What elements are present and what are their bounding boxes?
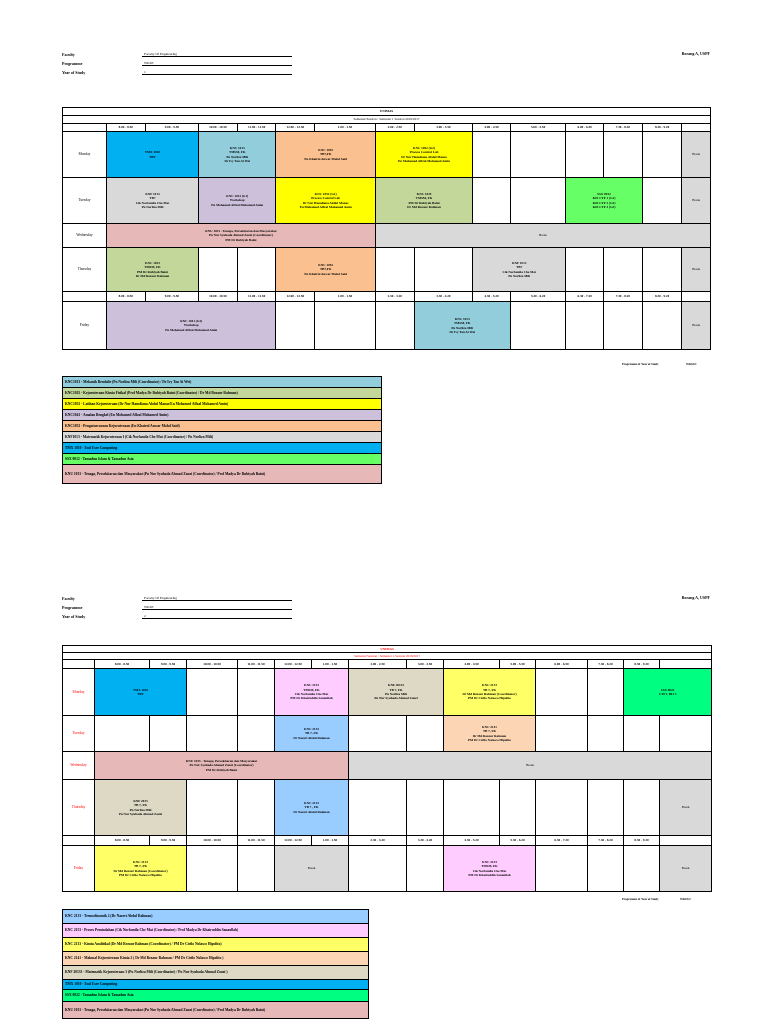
legend-row	[63, 432, 382, 443]
time-slot: 8.30 - 9.20	[642, 124, 682, 132]
class-cell[interactable]: KNU 1033 - Tenaga, Persekitaran dan Masyarakat Pn Nur Syuhada Ahmad Zauzi (Coordinator) PM Dr Rubiyah Baini	[106, 224, 375, 248]
time-slot: 10.00 - 10.50	[187, 660, 238, 669]
time-slot: 12.00 - 12.50	[276, 292, 315, 302]
time-slot: 2.00 - 2.50	[349, 660, 407, 669]
day-label: Friday	[63, 846, 95, 892]
table-subtitle: Semester/Session : Semester 1 Session 2016/2017	[63, 116, 711, 124]
legend-item: KNC 2133 - Kimia Analitikal (Dr Md Rezaur Rahman (Coordinator) / PM Dr Cirilo Nolasco Hipolito)	[63, 938, 369, 952]
form-code: Borang A, USPF	[681, 51, 710, 56]
legend-row	[63, 421, 382, 432]
row-thursday	[63, 248, 711, 292]
legend-item: KNC 2133 - Termodinamik 2 (Dr Nazeri Abdul Rahman)	[63, 910, 369, 924]
legend-item: KNC1052 - Latihan Kejuruteraan (Dr Nur Hamdiana Abdul Manas/En Mohamed Affzal Mohamed Amin)	[63, 399, 382, 410]
class-cell[interactable]: KNF 20133 TB 7, FK Pn Norliza Mili Pn Nur Syuhada Ahmad Zauzi	[349, 669, 444, 716]
legend-item: KNC1052 - Pengaturcaraan Kejuruteraan (En Khairul Anwar Mohd Said)	[63, 421, 382, 432]
time-slot: 11.00 - 11.50	[237, 124, 276, 132]
legend-item: KNU 1033 - Tenaga, Persekitaran dan Masyarakat (Pn Nur Syuhada Ahmad Zauzi (Coordinator) / Prof Madya Dr Rubiyah Baini)	[63, 1002, 369, 1019]
row-monday	[63, 132, 711, 178]
row-friday	[63, 846, 712, 892]
class-cell[interactable]: KNF 1013 TB7 Cik Norfamila Che Mat Pn Norliza Mili	[106, 178, 198, 224]
legend-item: KNC 2141 - Makmal Kejuruteraan Kimia 2 ( Dr Md Rezaur Rahman / PM Dr Cirilo Nolasco Hipolito )	[63, 952, 369, 966]
row-tuesday	[63, 178, 711, 224]
table-subtitle: Semester/Session : Semester 1 Session 2016/2017	[63, 653, 712, 660]
class-cell[interactable]: KNC 2133 TB 7, FK Dr Md Rezaur Rahman (Coordinator) PM Dr Cirilo Nolasco Hipolito	[444, 669, 536, 716]
class-cell[interactable]: KNC 1052 TB7,FK En Khairul Anwar Mohd Said	[276, 248, 375, 292]
class-cell[interactable]: TMX 1010 TBT	[106, 132, 198, 178]
time-slot: 10.00 - 10.50	[199, 124, 238, 132]
time-slot: 4.00 - 4.50	[444, 660, 500, 669]
class-cell[interactable]: KNC 1052 (G2) Process Control Lab Dr Nur Hamdiana Abdul Manas En Mohamed Affzal Mohamed Amin	[375, 132, 472, 178]
footer-programme-code: WK63/2	[680, 897, 691, 901]
programme-row	[62, 57, 292, 66]
class-cell[interactable]: KNC 1013 TMSM, FK Pn Norliza Mili Dr Ivy Tan Ai Wei	[414, 302, 510, 350]
faculty-row	[62, 592, 292, 601]
time-slot: 2.00 - 2.50	[375, 124, 414, 132]
class-cell[interactable]: KNC 2133 TB 7, FK Dr Nazeri Abdul Rahman	[275, 716, 349, 752]
class-cell[interactable]: KNU 1033 - Tenaga, Persekitaran dan Masyarakat Pn Nur Syuhada Ahmad Zauzi (Coordinator) PM Dr Rubiyah Baini	[95, 752, 349, 780]
legend-1	[62, 376, 382, 484]
break-cell: Break	[682, 132, 711, 178]
class-cell[interactable]: KNC 1052 TB7,FK En Khairul Anwar Mohd Said	[276, 132, 375, 178]
break-cell: Break	[375, 224, 710, 248]
row-wednesday	[63, 752, 712, 780]
day-label: Thursday	[63, 248, 107, 292]
class-cell[interactable]: KNC 1025 TMSM, FK PM Dr Rubiyah Baini Dr Md Rezaur Rahman	[375, 178, 472, 224]
legend-row	[63, 990, 369, 1002]
time-slot: 9.00 - 9.50	[145, 124, 198, 132]
footer-programme-label: Programme & Year of Study	[622, 897, 659, 901]
legend-item: TMX 1010 - End User Computing	[63, 443, 382, 454]
time-slot: 4.30 - 5.20	[473, 292, 511, 302]
legend-row	[63, 966, 369, 980]
day-label: Thursday	[63, 780, 95, 836]
legend-row	[63, 443, 382, 454]
time-slot: 8.00 - 8.50	[95, 836, 150, 846]
day-label: Wednesday	[63, 224, 107, 248]
legend-row	[63, 980, 369, 990]
day-label: Tuesday	[63, 178, 107, 224]
legend-item: KNF 20133 - Matematik Kejuruteraan 3 (Pn Norliza Mili (Coordinator) / Pn Nur Syuhada Ahmad Zauzi )	[63, 966, 369, 980]
time-slot: 1.00 - 1.50	[315, 292, 376, 302]
time-slot: 5.30 - 6.20	[500, 836, 536, 846]
time-slot: 7.30 - 8.20	[603, 124, 642, 132]
class-cell[interactable]: KNC 1013 TMSM, FK Pn Norliza Mili Dr Ivy Tan Ai Wei	[199, 132, 276, 178]
time-slot: 8.30 - 9.20	[642, 292, 682, 302]
legend-row	[63, 454, 382, 465]
time-slot: 4.00 - 4.50	[473, 124, 511, 132]
legend-item: TMX 1010 - End User Computing	[63, 980, 369, 990]
timetable-2	[62, 645, 712, 892]
time-slot: 3.30 - 4.20	[407, 836, 444, 846]
legend-row	[63, 924, 369, 938]
row-wednesday	[63, 224, 711, 248]
info-value: WK63	[142, 61, 292, 66]
legend-row	[63, 1002, 369, 1019]
class-cell[interactable]: KNC 2133 TB 7 , FK Dr Nazeri Abdul Rahman	[275, 780, 349, 836]
time-header-row-2	[63, 292, 711, 302]
info-value: WK63	[142, 605, 292, 610]
time-slot: 1.00 - 1.50	[312, 836, 349, 846]
row-friday	[63, 302, 711, 350]
legend-item: KNC1025 - Kejuruteraan Kimia Fisikal (Prof Madya Dr Rubiyah Baini (Coordinator) / Dr Md Rezaur Rahman)	[63, 388, 382, 399]
time-slot: 9.00 - 9.50	[150, 660, 187, 669]
legend-item: KNU 1033 - Tenaga, Persekitaran dan Masyarakat (Pn Nur Syuhada Ahmad Zauzi (Coordinator) / Prof Madya Dr Rubiyah Baini)	[63, 465, 382, 484]
info-label: Programme	[62, 61, 83, 66]
class-cell[interactable]: KNC 2153 TMSM, FK Cik Norfamila Che Mat PM Dr Khairuddin Sanaullah	[275, 669, 349, 716]
form-code: Borang A, USPF	[681, 595, 710, 600]
info-label: Programme	[62, 605, 83, 610]
legend-row	[63, 399, 382, 410]
info-block-1	[62, 48, 292, 75]
time-slot: 7.30 - 8.20	[588, 660, 624, 669]
class-cell[interactable]: SSX 0012 K01 CTF 1 (G1) K02 CTF 2 (G2) K03 CTF 3 (G3)	[566, 178, 642, 224]
class-cell[interactable]: KNC 1041 (G1) Workshop En Mohamed Affzal Mohamed Amin	[199, 178, 276, 224]
class-cell[interactable]: KNF 1013 TB7 Cik Norfamila Che Mat Pn Norliza Mili	[473, 248, 566, 292]
time-slot: 4.30 - 5.20	[444, 836, 500, 846]
time-slot: 12.00 - 12.50	[275, 660, 312, 669]
legend-item: KNC1041 - Amalan Bengkel (En Mohamed Affzal Mohamed Amin)	[63, 410, 382, 421]
info-label: Year of Study	[62, 614, 86, 619]
legend-row	[63, 910, 369, 924]
legend-row	[63, 952, 369, 966]
time-slot: 6.30 - 7.20	[566, 292, 604, 302]
time-slot: 10.00 - 10.50	[199, 292, 238, 302]
info-label: Faculty	[62, 596, 75, 601]
time-slot: 6.30 - 7.20	[536, 836, 588, 846]
info-value: Faculty Of Engineering	[142, 596, 292, 601]
break-cell: Break	[349, 752, 712, 780]
time-header-row-2	[63, 836, 712, 846]
break-cell: Break	[275, 846, 349, 892]
class-cell[interactable]: KNC 2153 TMSM, FK Cik Norfamila Che Mat PM Dr Khairuddin Sanaullah	[444, 846, 536, 892]
class-cell[interactable]: TMX 1010 TBT	[95, 669, 187, 716]
day-label: Monday	[63, 132, 107, 178]
info-block-2	[62, 592, 292, 619]
class-cell[interactable]: KNC 1041 (G2) Workshop En Mohamed Affzal Mohamed Amin	[106, 302, 276, 350]
class-cell[interactable]: KNC 2133 TB 7, FK Dr Md Rezaur Rahman (Coordinator) PM Dr Cirilo Nolasco Hipolito	[95, 846, 187, 892]
time-slot: 2.30 - 3.20	[375, 292, 414, 302]
time-slot: 9.00 - 9.50	[150, 836, 187, 846]
row-monday	[63, 669, 712, 716]
day-label: Wednesday	[63, 752, 95, 780]
footer-programme-code: WK63/1	[686, 362, 697, 366]
legend-item: KNF1013 - Matematik Kejuruteraan I (Cik Norfamila Che Mat (Coordinator) / Pn Norliza Mili)	[63, 432, 382, 443]
table-title: UNIMAS	[63, 646, 712, 653]
time-slot: 11.00 - 11.50	[237, 292, 276, 302]
time-slot: 5.00 - 5.50	[510, 124, 565, 132]
legend-row	[63, 388, 382, 399]
break-cell: Break	[682, 302, 711, 350]
info-label: Faculty	[62, 52, 75, 57]
info-label: Year of Study	[62, 70, 86, 75]
time-slot: 5.30 - 6.20	[510, 292, 565, 302]
legend-item: KNC1013 - Mekanik Bendalir (Pn Norliza Mili (Coordinator) / Dr Ivy Tan Ai Wei)	[63, 377, 382, 388]
programme-row	[62, 601, 292, 610]
time-slot: 11.00 - 11.50	[238, 836, 275, 846]
row-thursday	[63, 780, 712, 836]
break-cell: Break	[682, 248, 711, 292]
time-slot: 6.00 - 6.50	[536, 660, 588, 669]
break-cell: Break	[660, 846, 712, 892]
time-slot: 9.00 - 9.50	[145, 292, 198, 302]
time-slot: 11.00 - 11.50	[238, 660, 275, 669]
faculty-row	[62, 48, 292, 57]
class-cell[interactable]: SSX 0022 CTF1, BIJ 3	[624, 669, 712, 716]
legend-row	[63, 410, 382, 421]
time-slot: 3.00 - 3.50	[407, 660, 444, 669]
time-slot: 3.30 - 4.20	[414, 292, 473, 302]
break-cell: Break	[660, 780, 712, 836]
time-slot: 12.00 - 12.50	[275, 836, 312, 846]
day-label: Tuesday	[63, 716, 95, 752]
class-cell[interactable]: KNC 2141 TB 7, FK Dr Md Rezaur Rahman PM Dr Cirilo Nolasco Hipolito	[444, 716, 536, 752]
time-slot: 6.00 - 6.50	[566, 124, 604, 132]
time-slot: 8.00 - 8.50	[106, 124, 145, 132]
time-slot: 7.30 - 8.20	[588, 836, 624, 846]
legend-2	[62, 909, 369, 1019]
row-tuesday	[63, 716, 712, 752]
day-label: Friday	[63, 302, 107, 350]
time-header-row	[63, 660, 712, 669]
time-slot: 7.30 - 8.20	[603, 292, 642, 302]
time-slot: 1.00 - 1.50	[312, 660, 349, 669]
table-title: UNIMAS	[63, 108, 711, 116]
time-slot: 12.00 - 12.50	[276, 124, 315, 132]
time-header-row	[63, 124, 711, 132]
year-row	[62, 66, 292, 75]
time-slot: 5.00 - 5.50	[500, 660, 536, 669]
time-slot: 8.30 - 9.20	[624, 836, 660, 846]
time-slot: 8.30 - 9.20	[624, 660, 660, 669]
footer-programme-label: Programme & Year of Study	[622, 362, 659, 366]
legend-item: SSX 0012 - Tamadun Islam & Tamadun Asia	[63, 454, 382, 465]
legend-row	[63, 938, 369, 952]
legend-row	[63, 377, 382, 388]
break-cell: Break	[682, 178, 711, 224]
class-cell[interactable]: KNC 1025 TMSM, FK PM Dr Rubiyah Baini Dr Md Rezaur Rahman	[106, 248, 198, 292]
time-slot: 2.30 - 3.20	[349, 836, 407, 846]
info-value: Faculty Of Engineering	[142, 52, 292, 57]
info-value: 1	[142, 70, 292, 75]
time-slot: 1.00 - 1.50	[315, 124, 376, 132]
time-slot: 3.00 - 3.50	[414, 124, 473, 132]
day-label: Monday	[63, 669, 95, 716]
class-cell[interactable]: KNC 1052 (G1) Process Control Lab Dr Nur Hamdiana Abdul Manas En Mohamed Affzal Mohamed Amin	[276, 178, 375, 224]
class-cell[interactable]: KNF 2033 TB 7, FK Pn Norliza Mili Pn Nur Syuhada Ahmad Zauzi	[95, 780, 187, 836]
legend-row	[63, 465, 382, 484]
time-slot: 10.00 - 10.50	[187, 836, 238, 846]
year-row	[62, 610, 292, 619]
info-value: 2	[142, 614, 292, 619]
legend-item: KNC 2153 - Proses Pemindahan (Cik Norfamila Che Mat (Coordinator) / Prof Madya Dr Khairuddin Sanaullah)	[63, 924, 369, 938]
time-slot: 8.00 - 8.50	[106, 292, 145, 302]
timetable-1	[62, 107, 711, 350]
time-slot: 8.00 - 8.50	[95, 660, 150, 669]
legend-item: SSX 0022 - Tamadun Islam & Tamadun Asia	[63, 990, 369, 1002]
